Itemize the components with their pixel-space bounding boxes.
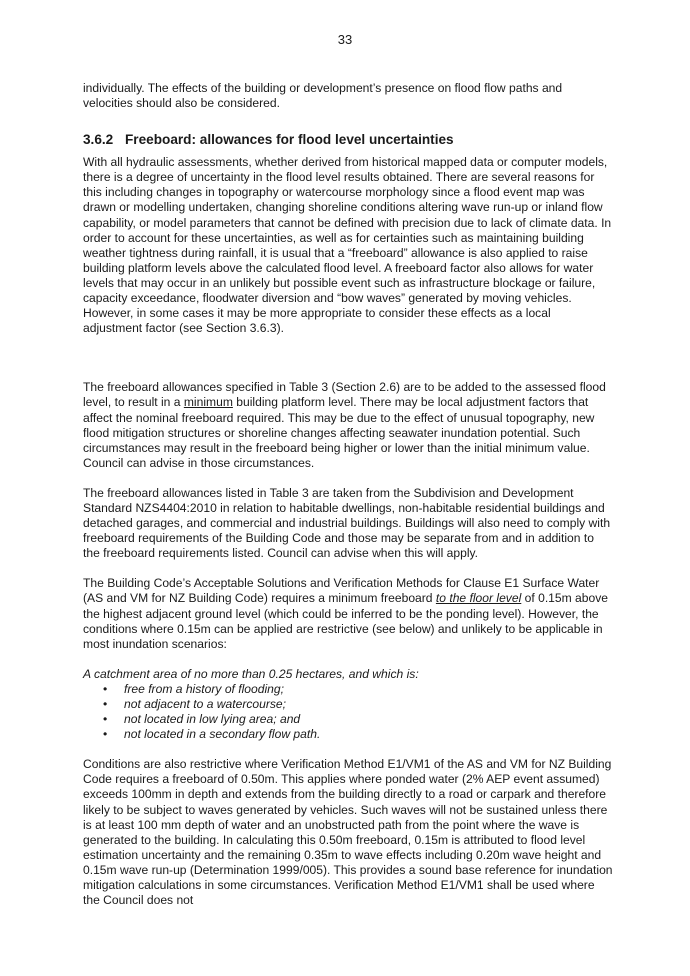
list-item bbox=[83, 697, 613, 712]
emphasis-minimum: minimum bbox=[183, 395, 233, 410]
list-item-text: not adjacent to a watercourse; bbox=[124, 697, 287, 711]
list-item bbox=[83, 682, 613, 697]
spacer bbox=[83, 336, 613, 380]
paragraph-text: The Building Code’s Acceptable Solutions and Verification Methods for Clause E1 Surface Water (AS and VM for NZ Building Code) requires a minimum freeboard bbox=[83, 576, 600, 606]
bullet-icon: • bbox=[103, 712, 108, 727]
bullet-icon: • bbox=[103, 697, 108, 711]
page-number: 33 bbox=[337, 32, 353, 47]
section-heading bbox=[83, 131, 613, 148]
document-body bbox=[83, 81, 613, 908]
paragraph-verification-method: Conditions are also restrictive where Verification Method E1/VM1 of the AS and VM for NZ Building Code requires a freeboard of 0.50m. This applies where ponded water (2% AEP event assumed) exceeds 100mm in depth and extends from the building directly to a road or carpark and therefore likely to be subject to waves generated by vehicles. Such waves will not be sustained unless there is at least 100 mm depth of water and an unobstructed path from the point where the wave is generated to the building. In calculating this 0.50m freeboard, 0.15m is attributed to flood level estimation uncertainty and the remaining 0.35m to wave effects including 0.20m wave height and 0.15m wave run-up (Determination 1999/005). This provides a sound base reference for inundation mitigation calculations in some circumstances. Verification Method E1/VM1 shall be used where the Council does not bbox=[83, 757, 613, 908]
bullet-icon: • bbox=[103, 727, 108, 742]
spacer bbox=[83, 561, 613, 576]
spacer bbox=[83, 471, 613, 486]
conditions-list bbox=[83, 682, 613, 742]
paragraph-freeboard-allowances bbox=[83, 380, 613, 471]
paragraph-text: building platform level. There may be local adjustment factors that affect the nominal freeboard required. This may be due to the effect of unusual topography, new flood mitigation structures or shoreline changes affecting seawater inundation potential. Such circumstances may result in the freeboard being higher or lower than the initial minimum value. Council can advise in those circumstances. bbox=[83, 395, 595, 470]
paragraph-building-code bbox=[83, 576, 613, 651]
list-item-text: not located in a secondary flow path. bbox=[124, 727, 321, 742]
section-number: 3.6.2 bbox=[83, 132, 114, 148]
section-title: Freeboard: allowances for flood level uncertainties bbox=[125, 132, 454, 148]
list-item-text: not located in low lying area; and bbox=[124, 712, 301, 727]
list-intro: A catchment area of no more than 0.25 hectares, and which is: bbox=[83, 666, 419, 681]
list-item-text: free from a history of flooding; bbox=[124, 681, 284, 696]
spacer bbox=[83, 742, 613, 757]
list-item bbox=[83, 727, 613, 742]
paragraph-text: of 0.15m above the highest adjacent ground level (which could be inferred to be the ponding level). However, the conditions where 0.15m can be applied are restrictive (see below) and unlikely to be applicable in most inundation scenarios: bbox=[83, 591, 609, 651]
paragraph-text: The freeboard allowances specified in Table 3 (Section 2.6) are to be added to the assessed flood level, to result in a bbox=[83, 380, 606, 410]
list-item bbox=[83, 712, 613, 727]
emphasis-floor-level: to the floor level bbox=[435, 591, 522, 606]
intro-paragraph: individually. The effects of the building or development’s presence on flood flow paths and velocities should also be considered. bbox=[83, 81, 563, 111]
paragraph-standard-nzs4404: The freeboard allowances listed in Table 3 are taken from the Subdivision and Development Standard NZS4404:2010 in relation to habitable dwellings, non-habitable residential buildings and detached garages, and commercial and industrial buildings. Buildings will also need to comply with freeboard requirements of the Building Code and those may be separate from and in addition to the freeboard requirements listed. Council can advise when this will apply. bbox=[83, 485, 611, 561]
bullet-icon: • bbox=[103, 681, 108, 696]
paragraph-uncertainty: With all hydraulic assessments, whether derived from historical mapped data or computer models, there is a degree of uncertainty in the flood level results obtained. There are several reasons for this including changes in topography or watercourse morphology since a flood event map was drawn or modelling undertaken, changing shoreline conditions altering wave run-up or inland flow capability, or model parameters that cannot be defined with precision due to lack of climate data. In order to account for these uncertainties, as well as for certainties such as maintaining building weather tightness during rainfall, it is usual that a “freeboard” allowance is also applied to raise building platform levels above the calculated flood level. A freeboard factor also allows for water levels that may occur in an unlikely but possible event such as infrastructure blockage or failure, capacity exceedance, floodwater diversion and “bow waves” generated by moving vehicles. However, in some cases it may be more appropriate to consider these effects as a local adjustment factor (see Section 3.6.3). bbox=[83, 155, 612, 336]
spacer bbox=[83, 652, 613, 667]
